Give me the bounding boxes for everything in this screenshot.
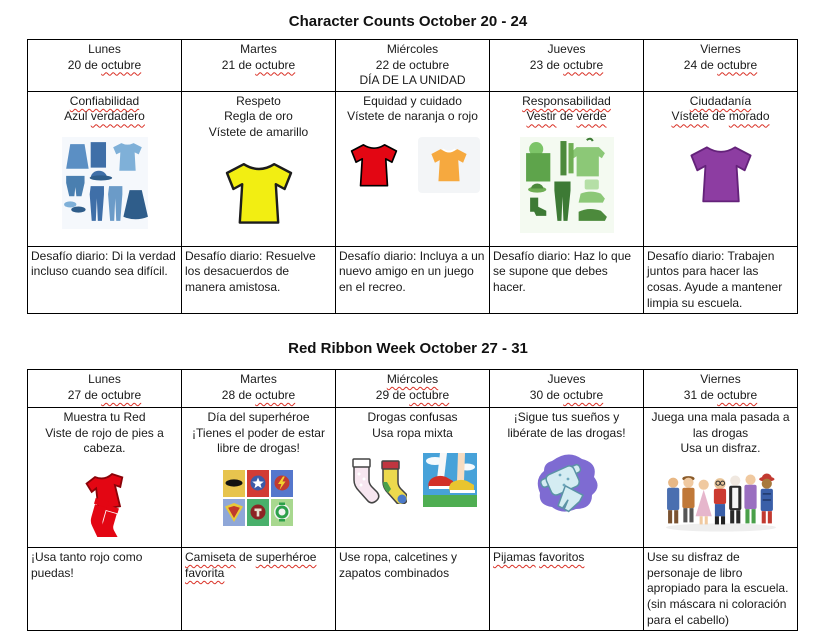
theme-line <box>31 426 178 457</box>
red-ribbon-week-table <box>27 369 798 631</box>
header-cell <box>336 370 490 408</box>
challenge-cell <box>182 548 336 631</box>
misspelled-word: favorita <box>185 565 225 580</box>
header-line <box>647 42 794 58</box>
header-line <box>185 58 332 74</box>
text-segment: 30 de <box>529 387 564 402</box>
text-segment: Jueves <box>547 372 586 387</box>
book-character-costumes-illustration <box>647 469 794 533</box>
header-cell <box>490 40 644 92</box>
theme-line <box>647 410 794 441</box>
challenge-cell <box>490 548 644 631</box>
text-segment: Usa un disfraz. <box>680 441 761 456</box>
text-segment: ¡Sigue tus sueños y libérate de las drogas! <box>507 410 626 440</box>
misspelled-word: Pijamas <box>493 550 536 565</box>
theme-cell <box>336 91 490 246</box>
theme-line <box>493 94 640 110</box>
table-1-title: Character Counts October 20 - 24 <box>288 13 528 30</box>
header-line <box>647 372 794 388</box>
header-line <box>339 42 486 58</box>
theme-line <box>339 410 486 426</box>
header-cell <box>490 370 644 408</box>
text-segment: 31 de <box>683 387 718 402</box>
header-line <box>339 388 486 404</box>
purple-tshirt-illustration <box>647 137 794 211</box>
challenge-cell <box>336 246 490 313</box>
misspelled-word: superhéroe <box>255 550 317 565</box>
document-page <box>0 13 816 631</box>
theme-line <box>185 410 332 426</box>
misspelled-word: Vístete <box>671 109 709 124</box>
header-line <box>493 58 640 74</box>
misspelled-word: octubre <box>101 387 142 402</box>
theme-cell <box>336 408 490 548</box>
text-segment: 21 de <box>221 57 256 72</box>
theme-cell <box>490 408 644 548</box>
header-line <box>493 372 640 388</box>
theme-cell <box>490 91 644 246</box>
theme-cell <box>28 408 182 548</box>
challenge-row <box>28 548 798 631</box>
text-segment: Drogas confusas <box>367 410 458 425</box>
challenge-text <box>647 550 794 628</box>
misspelled-word: octubre <box>101 57 142 72</box>
challenge-cell <box>28 548 182 631</box>
header-line <box>339 372 486 388</box>
header-row <box>28 370 798 408</box>
blue-clothes-collection-illustration <box>31 137 178 229</box>
theme-cell <box>644 408 798 548</box>
text-segment: Desafío diario: Resuelve los desacuerdos de manera amistosa. <box>185 248 316 294</box>
text-segment: Lunes <box>88 42 121 56</box>
header-line <box>31 388 178 404</box>
challenge-text <box>339 550 486 581</box>
challenge-text <box>493 550 640 566</box>
text-segment: Desafío diario: Haz lo que se supone que debes hacer. <box>493 248 632 294</box>
header-line <box>647 58 794 74</box>
text-segment: Vístete de naranja o rojo <box>347 109 478 124</box>
text-segment: DÍA DE LA UNIDAD <box>359 73 466 88</box>
text-segment: Día del superhéroe <box>207 410 310 425</box>
text-segment: Regla de oro <box>224 109 293 124</box>
theme-line <box>339 426 486 442</box>
text-segment: 22 de octubre <box>375 57 450 72</box>
theme-line <box>185 125 332 141</box>
header-line <box>185 372 332 388</box>
text-segment: 20 de <box>67 57 102 72</box>
header-line <box>647 388 794 404</box>
text-segment: Juega una mala pasada a las drogas <box>651 410 790 440</box>
header-cell <box>644 370 798 408</box>
header-line <box>493 388 640 404</box>
text-segment: 23 de <box>529 57 564 72</box>
text-segment: Desafío diario: Incluya a un nuevo amigo en un juego en el recreo. <box>339 248 485 294</box>
header-row <box>28 40 798 92</box>
misspelled-word: octubre <box>717 57 758 72</box>
misspelled-word: octubre <box>255 387 296 402</box>
text-segment: 29 de <box>375 387 410 402</box>
text-segment: Miércoles <box>386 42 439 56</box>
theme-line <box>339 109 486 125</box>
misspelled-word: octubre <box>409 387 450 402</box>
theme-line <box>493 109 640 125</box>
challenge-text <box>185 249 332 296</box>
header-line <box>185 388 332 404</box>
theme-cell <box>644 91 798 246</box>
theme-line <box>493 410 640 441</box>
misspelled-word: octubre <box>255 57 296 72</box>
misspelled-word: morado <box>728 109 770 124</box>
theme-line <box>31 410 178 426</box>
misspelled-word: verdadero <box>90 109 145 124</box>
challenge-text <box>339 249 486 296</box>
misspelled-word: octubre <box>563 57 604 72</box>
text-segment: Martes <box>240 372 277 387</box>
text-segment: Usa ropa mixta <box>372 425 453 440</box>
tangled-pajamas-illustration <box>493 453 640 515</box>
mismatched-socks-and-shoes-illustration <box>339 453 486 507</box>
text-segment: Use su disfraz de personaje de libro apropiado para la escuela. (sin máscara ni coloración para el cabello) <box>647 550 789 627</box>
challenge-cell <box>490 246 644 313</box>
red-and-orange-tshirts-illustration <box>339 137 486 193</box>
text-segment: Lunes <box>88 372 121 387</box>
theme-cell <box>182 91 336 246</box>
header-line <box>339 58 486 74</box>
misspelled-word: verde <box>576 109 607 124</box>
text-segment: Jueves <box>547 42 586 56</box>
challenge-cell <box>644 246 798 313</box>
text-segment: Azul <box>64 109 91 124</box>
header-line <box>339 73 486 89</box>
header-line <box>31 372 178 388</box>
theme-line <box>339 94 486 110</box>
text-segment: 27 de <box>67 387 102 402</box>
challenge-cell <box>336 548 490 631</box>
text-segment: 24 de <box>683 57 718 72</box>
challenge-cell <box>644 548 798 631</box>
misspelled-word: octubre <box>563 387 604 402</box>
theme-line <box>31 94 178 110</box>
header-cell <box>182 370 336 408</box>
header-cell <box>28 370 182 408</box>
challenge-cell <box>28 246 182 313</box>
header-line <box>31 42 178 58</box>
challenge-text <box>647 249 794 311</box>
text-segment: Desafío diario: Di la verdad incluso cuando sea difícil. <box>31 248 176 279</box>
yellow-tshirt-illustration <box>185 153 332 233</box>
text-segment: Respeto <box>236 93 281 108</box>
theme-cell <box>28 91 182 246</box>
text-segment: Vístete de amarillo <box>208 124 309 139</box>
text-segment: Muestra tu Red <box>63 410 146 425</box>
theme-line <box>647 94 794 110</box>
text-segment: Desafío diario: Trabajen juntos para hacer las cosas. Ayude a mantener limpia su escuela. <box>647 248 783 310</box>
text-segment: Equidad y cuidado <box>363 93 462 108</box>
text-segment: Viste de rojo de pies a cabeza. <box>45 425 164 456</box>
theme-line <box>185 109 332 125</box>
text-segment: ¡Tienes el poder de estar libre de drogas! <box>192 425 325 456</box>
theme-line <box>647 441 794 457</box>
text-segment: de <box>556 109 577 124</box>
theme-line <box>647 109 794 125</box>
challenge-text <box>185 550 332 581</box>
challenge-text <box>31 249 178 280</box>
text-segment: de <box>235 550 256 565</box>
text-segment: ¡Usa tanto rojo como puedas! <box>31 550 143 580</box>
misspelled-word: octubre <box>717 387 758 402</box>
green-clothes-collection-illustration <box>493 137 640 233</box>
challenge-text <box>31 550 178 581</box>
theme-line <box>31 109 178 125</box>
challenge-cell <box>182 246 336 313</box>
challenge-row <box>28 246 798 313</box>
superhero-logos-illustration <box>185 469 332 527</box>
theme-line <box>185 426 332 457</box>
text-segment: 28 de <box>221 387 256 402</box>
header-cell <box>28 40 182 92</box>
character-counts-table <box>27 39 798 314</box>
text-segment: Viernes <box>700 42 741 56</box>
header-line <box>493 42 640 58</box>
misspelled-word: favoritos <box>539 550 585 565</box>
header-line <box>31 58 178 74</box>
header-cell <box>336 40 490 92</box>
red-shirt-and-socks-illustration <box>31 469 178 537</box>
header-cell <box>644 40 798 92</box>
table-2-title: Red Ribbon Week October 27 - 31 <box>288 340 528 358</box>
misspelled-word: Responsabilidad <box>522 93 611 108</box>
misspelled-word: Miércoles <box>386 372 439 387</box>
theme-row <box>28 91 798 246</box>
misspelled-word: Camiseta <box>185 550 236 565</box>
theme-line <box>185 94 332 110</box>
theme-cell <box>182 408 336 548</box>
theme-row <box>28 408 798 548</box>
text-segment: Viernes <box>700 372 741 387</box>
header-line <box>185 42 332 58</box>
misspelled-word: Vestir <box>526 109 557 124</box>
text-segment: Martes <box>240 42 277 56</box>
text-segment: Use ropa, calcetines y zapatos combinados <box>339 550 458 580</box>
header-cell <box>182 40 336 92</box>
text-segment: de <box>708 109 729 124</box>
misspelled-word: Confiabilidad <box>69 93 140 108</box>
challenge-text <box>493 249 640 296</box>
misspelled-word: Ciudadanía <box>689 93 752 108</box>
